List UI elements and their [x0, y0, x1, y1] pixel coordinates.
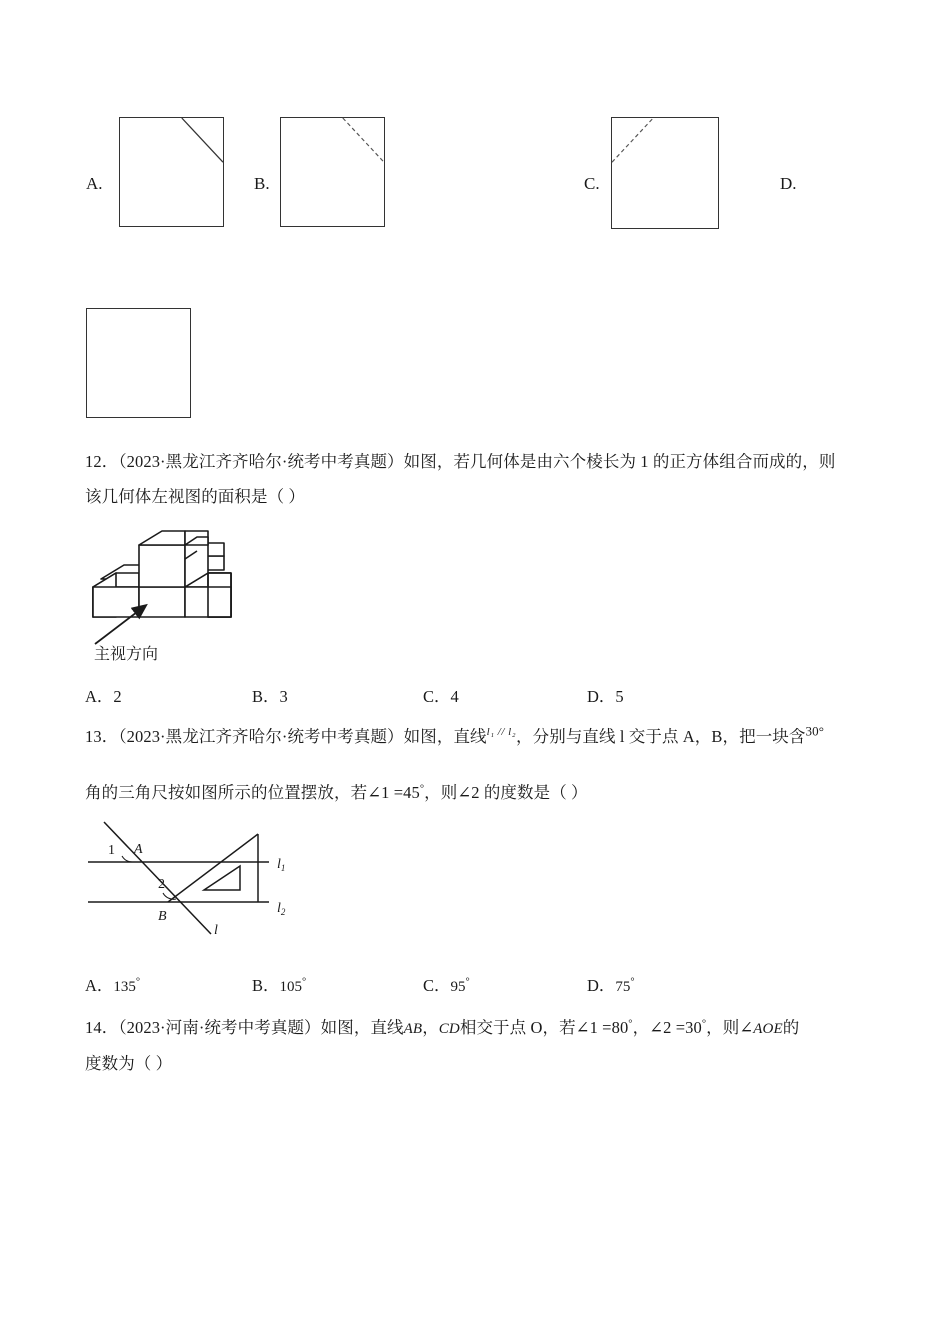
q12-option-d-value: 5 [615, 687, 624, 706]
q14-deg-1: ° [628, 1018, 633, 1030]
plain-square-shape [87, 309, 190, 417]
q14-line2 [85, 1054, 172, 1074]
angle-1-label: 1 [108, 843, 115, 858]
option-c-square [611, 117, 719, 229]
q13-option-b-unit: ° [302, 976, 307, 988]
q12-option-d-letter: D． [587, 687, 616, 706]
q13-option-d-letter: D． [587, 976, 616, 995]
q12-option-a [85, 683, 122, 707]
option-a-square [119, 117, 224, 227]
q13-text-a: 如图，直线 [403, 727, 487, 746]
point-b-label: B [158, 909, 167, 924]
q14-line1 [85, 1018, 799, 1039]
q13-angle-superscript: 30° [805, 723, 825, 739]
q12-option-c-value: 4 [450, 687, 459, 706]
q12-option-b-value: 3 [279, 687, 288, 706]
q14-text-b: ， [422, 1018, 439, 1037]
q12-option-a-letter: A． [85, 687, 114, 706]
point-a-label: A [134, 842, 143, 857]
q14-number: 14． [85, 1018, 119, 1037]
q14-text-d: ，∠2 =30 [632, 1018, 702, 1037]
q13-option-c [423, 972, 470, 996]
q14-text-a: 如图，直线 [320, 1018, 404, 1037]
option-d-label: D. [780, 174, 797, 193]
cut-corner-solid-line [120, 118, 223, 226]
q14-line-cd: CD [438, 1021, 460, 1037]
q14-text-f: 的 [782, 1018, 800, 1037]
option-b-label: B. [254, 174, 270, 193]
q13-line2 [85, 783, 588, 803]
q12-line2 [85, 487, 305, 507]
angle-2-label: 2 [158, 877, 165, 892]
q12-source: （2023·黑龙江齐齐哈尔·统考中考真题） [118, 452, 404, 471]
q13-option-b [252, 972, 306, 996]
q13-option-c-letter: C． [423, 976, 451, 995]
option-b-square [280, 117, 385, 227]
q12-number: 12． [85, 452, 119, 471]
q12-text2: 该几何体左视图的面积是（ ） [85, 487, 306, 506]
q13-text-line2b: ，则∠2 的度数是（ ） [424, 783, 588, 802]
q13-text-b: ，分别与直线 l 交于点 A，B，把一块含 [516, 727, 806, 746]
q14-text-c: 相交于点 O，若∠1 =80 [459, 1018, 629, 1037]
q13-source: （2023·黑龙江齐齐哈尔·统考中考真题） [118, 727, 404, 746]
line-l-label: l [214, 923, 218, 938]
q13-option-b-letter: B． [252, 976, 280, 995]
q13-text-line2a: 角的三角尺按如图所示的位置摆放，若∠1 =45 [85, 783, 420, 802]
q12-figure-label: 主视方向 [94, 646, 159, 663]
q13-option-a [85, 972, 140, 996]
parallel-lines-with-triangle-ruler [86, 822, 316, 940]
q13-option-a-unit: ° [135, 976, 141, 988]
q14-deg-2: ° [701, 1018, 707, 1030]
q12-option-a-value: 2 [113, 687, 122, 706]
ruler-inner-triangle [204, 866, 240, 890]
q14-angle-aoe: AOE [753, 1021, 783, 1037]
q13-degree-symbol: ° [419, 783, 425, 795]
option-c-label: C. [584, 174, 600, 193]
q13-option-d [587, 972, 635, 996]
cut-corner-dashed-line-left [612, 118, 718, 228]
option-d-square [86, 308, 191, 418]
option-a-label: A. [86, 174, 103, 193]
q13-option-d-unit: ° [630, 976, 635, 988]
q13-line1 [85, 723, 825, 749]
q13-geometry-figure [86, 822, 316, 940]
q13-option-c-value: 95 [450, 979, 466, 995]
ruler-hypotenuse [168, 834, 258, 902]
q13-parallel-expression: l₁ // l₂ [486, 726, 517, 738]
q13-option-d-value: 75 [615, 979, 631, 995]
q14-text-line2: 度数为（ ） [85, 1054, 173, 1073]
line-l2-label: $l_2$ [277, 901, 286, 917]
q12-option-c-letter: C． [423, 687, 451, 706]
q13-option-a-value: 135 [113, 979, 136, 995]
q12-option-b [252, 683, 288, 707]
q12-text1: 如图，若几何体是由六个棱长为 1 的正方体组合而成的，则 [403, 452, 836, 471]
q13-number: 13． [85, 727, 119, 746]
angle-1-arc [122, 856, 132, 862]
q13-option-b-value: 105 [279, 979, 303, 995]
q12-line1 [85, 452, 835, 472]
q12-option-b-letter: B． [252, 687, 280, 706]
q13-option-c-unit: ° [465, 976, 470, 988]
line-l1-label: $l_1$ [277, 857, 286, 873]
q12-option-d [587, 683, 624, 707]
cut-corner-dashed-line [281, 118, 384, 226]
q12-option-c [423, 683, 459, 707]
q13-option-a-letter: A． [85, 976, 114, 995]
q14-text-e: ，则∠ [706, 1018, 754, 1037]
q14-source: （2023·河南·统考中考真题） [118, 1018, 321, 1037]
q14-line-ab: AB [403, 1021, 423, 1037]
